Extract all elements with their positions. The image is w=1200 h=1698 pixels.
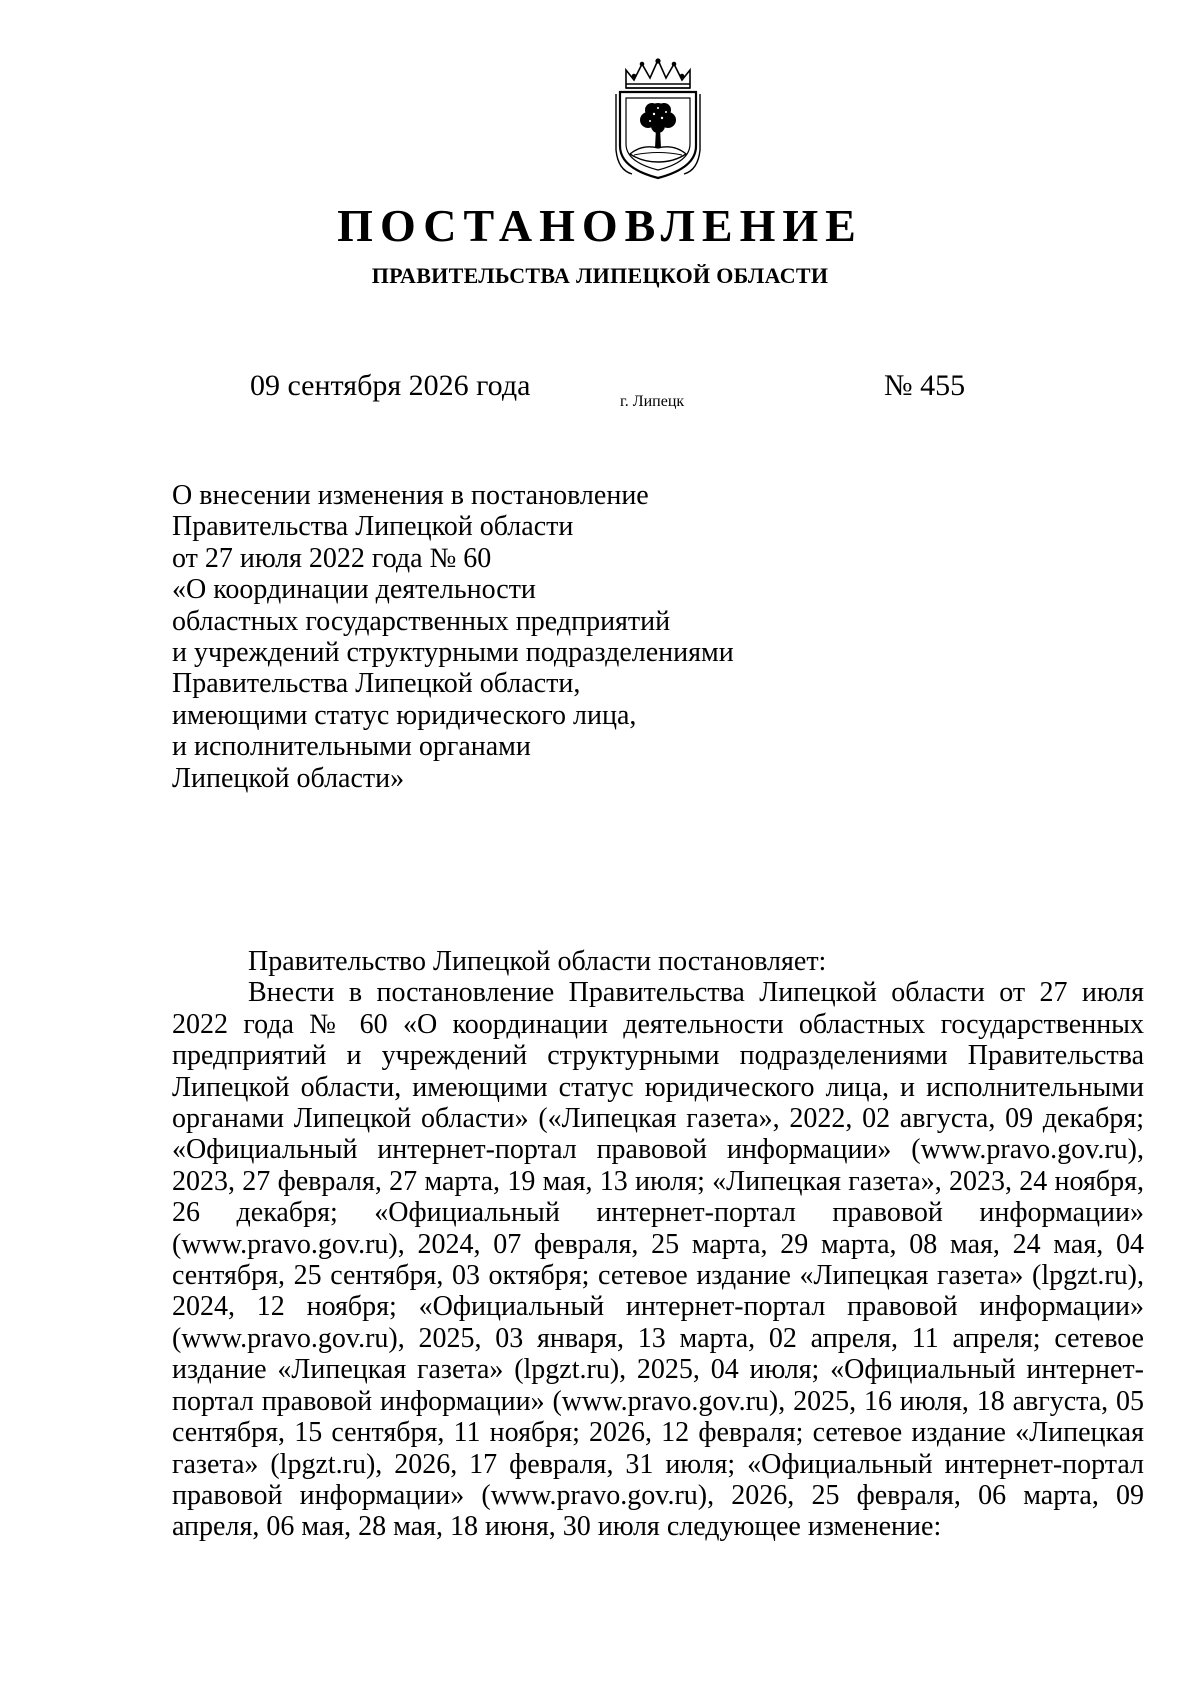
document-number: № 455 — [884, 369, 966, 402]
heading-line: «О координации деятельности — [172, 574, 536, 606]
document-city: г. Липецк — [620, 393, 685, 410]
heading-line: О внесении изменения в постановление — [172, 480, 649, 511]
heading-line: Правительства Липецкой области, — [172, 668, 581, 700]
body-intro: Правительство Липецкой области постановляет: — [248, 946, 827, 977]
heading-line: имеющими статус юридического лица, — [172, 699, 637, 731]
document-subtitle: ПРАВИТЕЛЬСТВА ЛИПЕЦКОЙ ОБЛАСТИ — [371, 263, 829, 288]
heading-line: Правительства Липецкой области — [172, 511, 574, 543]
document-body — [172, 946, 1144, 1543]
body-paragraph: Внести в постановление Правительства Липецкой области от 27 июля 2022 года № 60 «О координации деятельности областных государственных предприятий и учреждений структурными подразделениями Правительства Липецкой области, имеющими статус юридического лица, и исполнительными органами Липецкой области» («Липецкая газета», 2022, 02 августа, 09 декабря; «Официальный интернет-портал правовой информации» (www.pravo.gov.ru), 2023, 27 февраля, 27 марта, 19 мая, 13 июля; «Липецкая газета», 2023, 24 ноября, 26 декабря; «Официальный интернет-портал правовой информации» (www.pravo.gov.ru), 2024, 07 февраля, 25 марта, 29 марта, 08 мая, 24 мая, 04 сентября, 25 сентября, 03 октября; сетевое издание «Липецкая газета» (lpgzt.ru), 2024, 12 ноября; «Официальный интернет-портал правовой информации» (www.pravo.gov.ru), 2025, 03 января, 13 марта, 02 апреля, 11 апреля; сетевое издание «Липецкая газета» (lpgzt.ru), 2025, 04 июля; «Официальный интернет-портал правовой информации» (www.pravo.gov.ru), 2025, 16 июля, 18 августа, 05 сентября, 15 сентября, 11 ноября; 2026, 12 февраля; сетевое издание «Липецкая газета» (lpgzt.ru), 2026, 17 февраля, 31 июля; «Официальный интернет-портал правовой информации» (www.pravo.gov.ru), 2026, 25 февраля, 06 марта, 09 апреля, 06 мая, 28 мая, 18 июня, 30 июля следующее изменение: — [172, 977, 1144, 1543]
coat-of-arms-emblem — [612, 58, 704, 182]
heading-line: областных государственных предприятий — [172, 605, 671, 637]
heading-line: от 27 июля 2022 года № 60 — [172, 542, 492, 574]
heading-line: и учреждений структурными подразделениями — [172, 637, 734, 669]
document-date: 09 сентября 2026 года — [250, 369, 531, 402]
heading-line: Липецкой области» — [172, 762, 405, 794]
document-heading — [172, 480, 772, 794]
document-title: ПОСТАНОВЛЕНИЕ — [337, 200, 863, 251]
heading-line: и исполнительными органами — [172, 731, 531, 763]
